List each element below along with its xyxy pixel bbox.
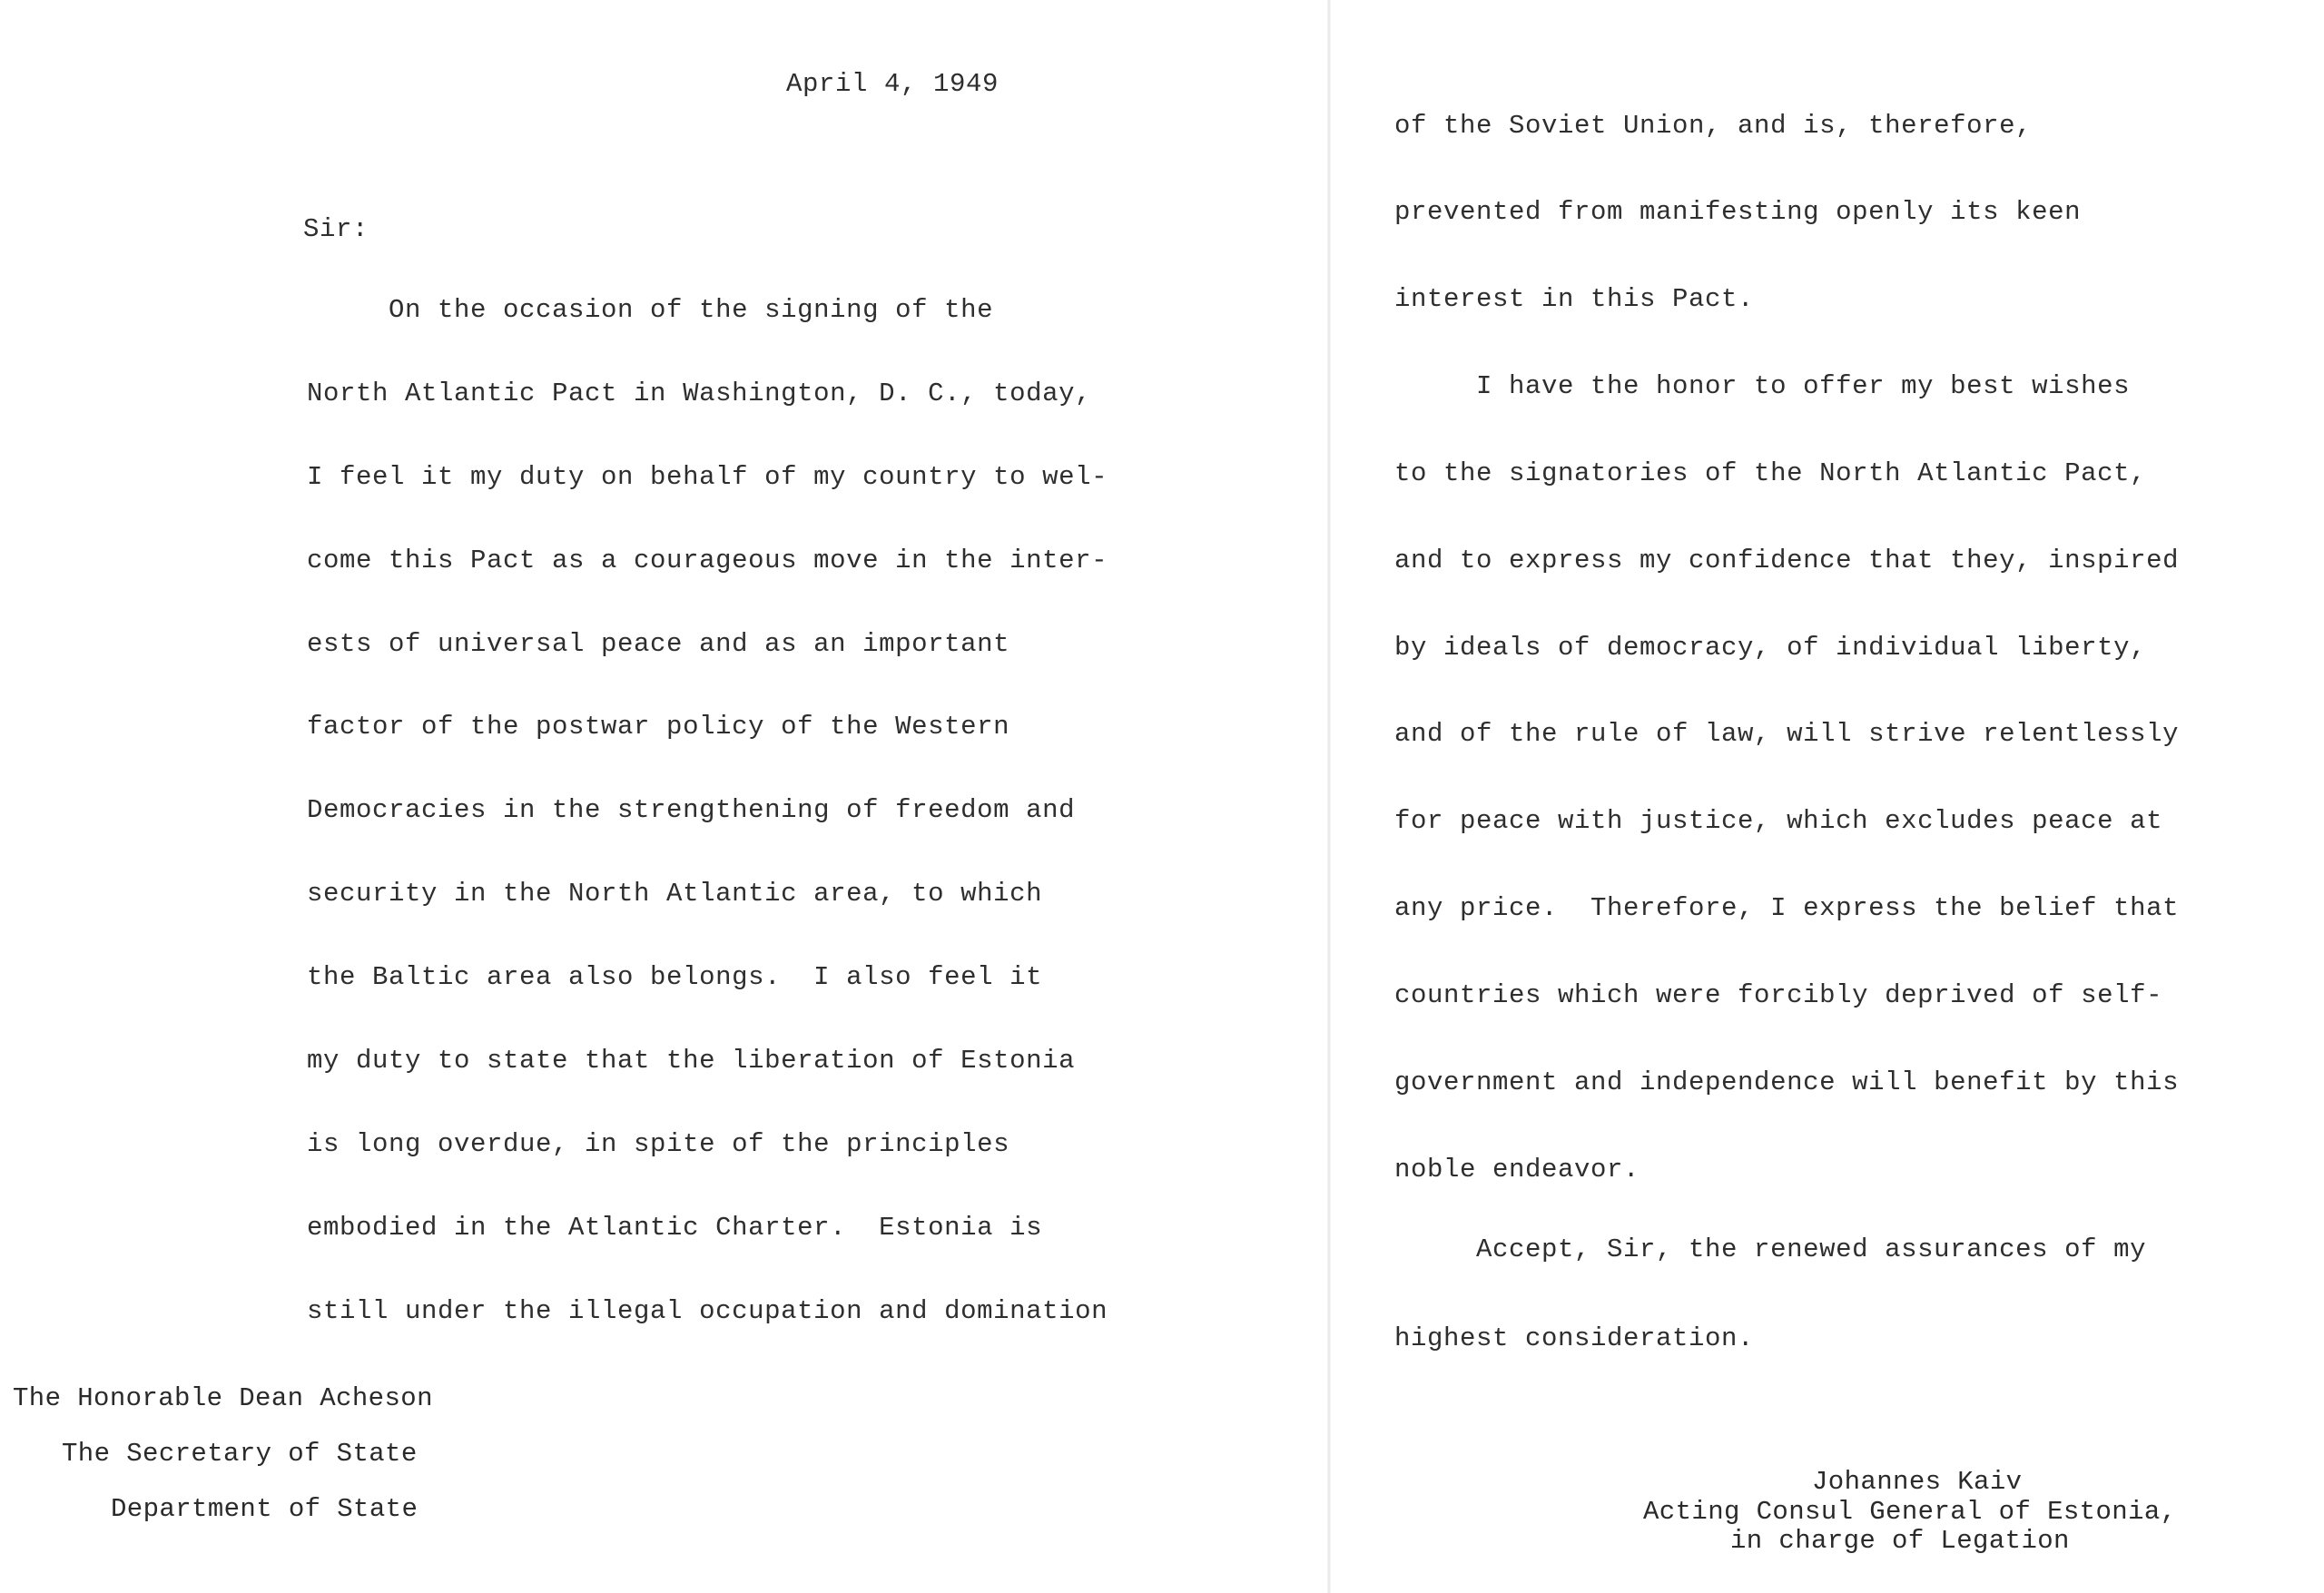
body-line: On the occasion of the signing of the xyxy=(307,295,994,325)
salutation: Sir: xyxy=(303,214,369,244)
body-line: Democracies in the strengthening of freedom and xyxy=(307,795,1076,825)
body-line: of the Soviet Union, and is, therefore, xyxy=(1394,111,2033,141)
body-line: interest in this Pact. xyxy=(1394,284,1755,314)
signature-title: Acting Consul General of Estonia, xyxy=(1643,1497,2177,1527)
body-line: by ideals of democracy, of individual liberty, xyxy=(1394,633,2147,663)
addressee-name: The Honorable Dean Acheson xyxy=(13,1383,433,1413)
body-line: any price. Therefore, I express the belief that xyxy=(1394,893,2180,923)
body-line: noble endeavor. xyxy=(1394,1155,1640,1185)
body-line: security in the North Atlantic area, to which xyxy=(307,879,1043,909)
body-line: Accept, Sir, the renewed assurances of my xyxy=(1394,1234,2147,1264)
body-line: for peace with justice, which excludes peace at xyxy=(1394,806,2163,836)
signature-subtitle: in charge of Legation xyxy=(1730,1526,2070,1556)
body-line: still under the illegal occupation and domination xyxy=(307,1296,1108,1326)
body-line: come this Pact as a courageous move in the inter- xyxy=(307,546,1108,575)
addressee-title: The Secretary of State xyxy=(62,1439,418,1469)
body-line: factor of the postwar policy of the Western xyxy=(307,712,1010,742)
body-line: countries which were forcibly deprived of self- xyxy=(1394,980,2163,1010)
body-line: I feel it my duty on behalf of my country to wel- xyxy=(307,462,1108,492)
body-line: and to express my confidence that they, inspired xyxy=(1394,546,2180,575)
body-line: is long overdue, in spite of the principles xyxy=(307,1129,1010,1159)
body-line: the Baltic area also belongs. I also feel it xyxy=(307,962,1043,992)
body-line: prevented from manifesting openly its keen xyxy=(1394,197,2082,227)
body-line: to the signatories of the North Atlantic Pact, xyxy=(1394,458,2147,488)
body-line: highest consideration. xyxy=(1394,1323,1755,1353)
body-line: embodied in the Atlantic Charter. Estonia is xyxy=(307,1213,1043,1243)
body-line: and of the rule of law, will strive relentlessly xyxy=(1394,719,2180,749)
addressee-department: Department of State xyxy=(111,1494,419,1524)
right-page xyxy=(1331,0,2324,1593)
body-line: I have the honor to offer my best wishes xyxy=(1394,371,2131,401)
body-line: North Atlantic Pact in Washington, D. C., today, xyxy=(307,379,1092,408)
body-line: ests of universal peace and as an important xyxy=(307,629,1010,659)
letter-date: April 4, 1949 xyxy=(786,69,1000,99)
body-line: government and independence will benefit by this xyxy=(1394,1067,2180,1097)
body-line: my duty to state that the liberation of Estonia xyxy=(307,1046,1076,1076)
signature-name: Johannes Kaiv xyxy=(1812,1467,2023,1497)
